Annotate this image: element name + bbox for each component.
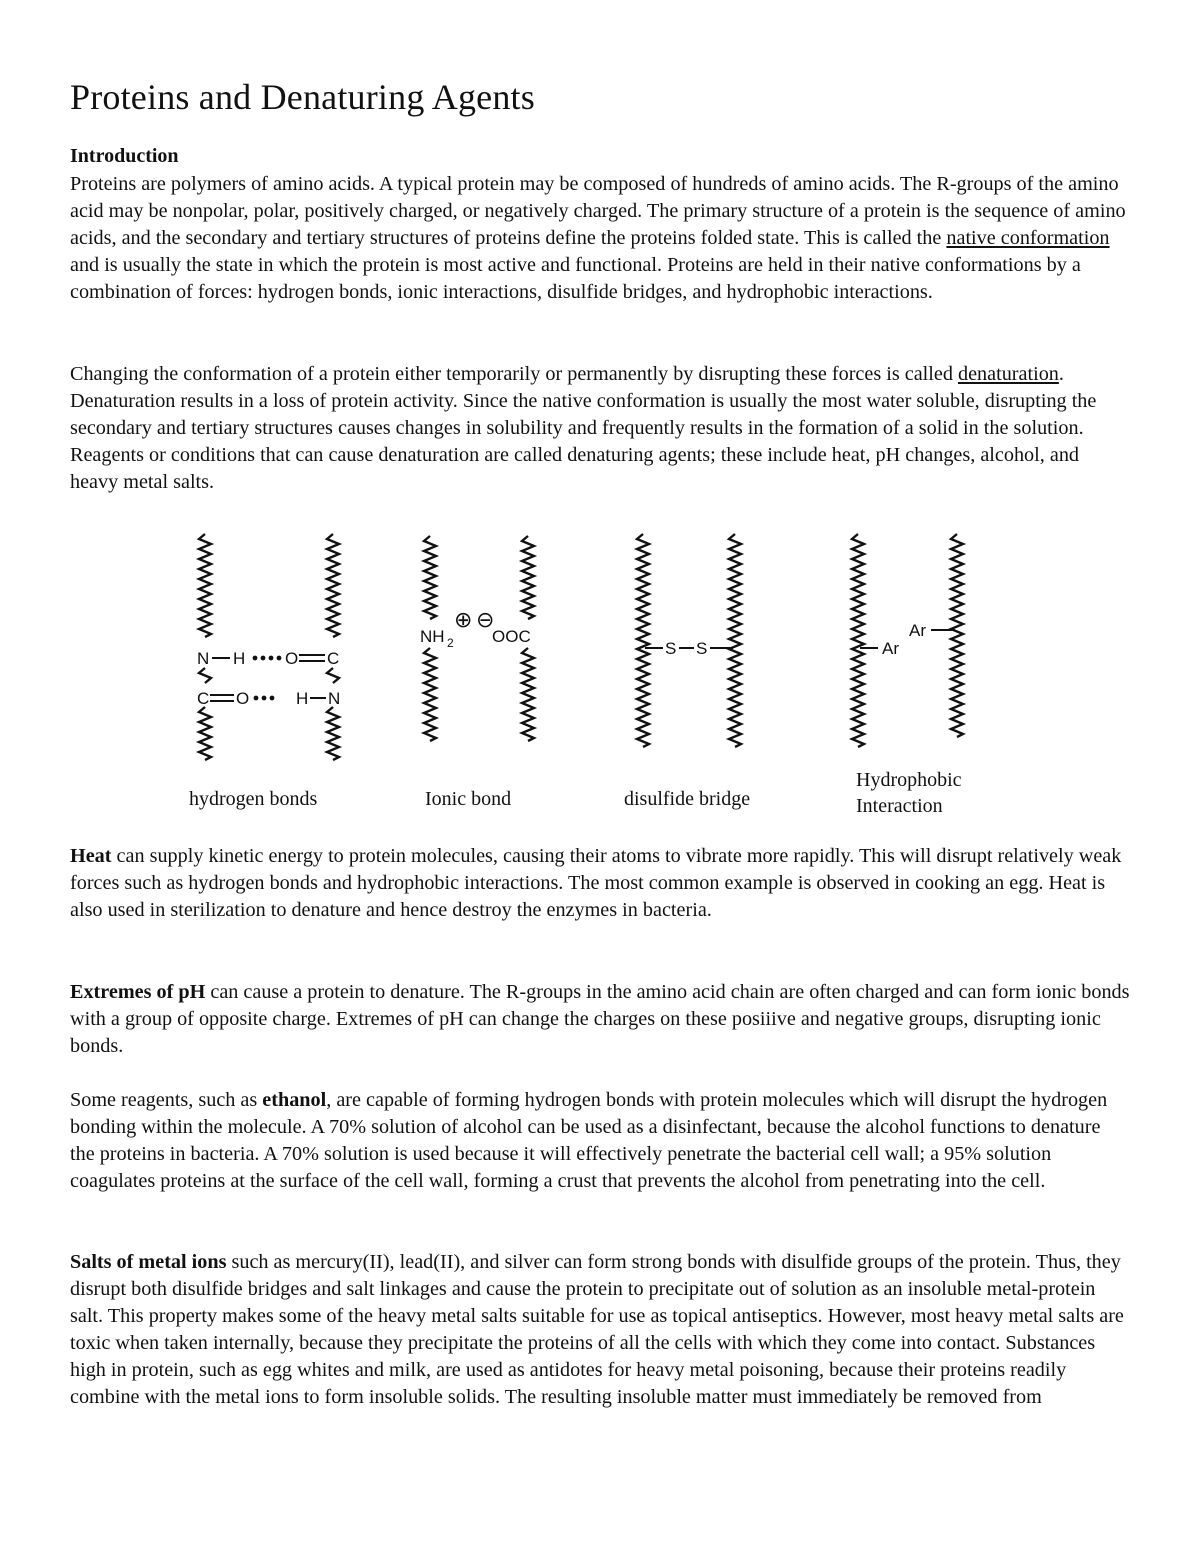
chain-right-lower	[327, 707, 339, 760]
metal-salts-term: Salts of metal ions	[70, 1251, 227, 1273]
disulfide-bridge-diagram	[637, 534, 741, 747]
denaturation-text-1: Changing the conformation of a protein either temporarily or permanently by disrupting these forces is called	[70, 363, 958, 385]
chain-ionic-left-lower	[424, 648, 436, 741]
hbond-dot	[269, 656, 274, 661]
chain-right-upper	[327, 534, 339, 637]
heat-text: can supply kinetic energy to protein molecules, causing their atoms to vibrate more rapidly. This will disrupt relatively weak forces such as hydrogen bonds and hydrophobic interactions. The most common example is observed in cooking an egg. Heat is also used in sterilization to denature and hence destroy the enzymes in bacteria.	[70, 845, 1122, 922]
chain-ionic-right-upper	[522, 536, 534, 619]
heat-term: Heat	[70, 845, 112, 867]
native-conformation-term: native conformation	[946, 227, 1110, 250]
atom-n-left: N	[197, 649, 210, 668]
sulfur-left: S	[665, 639, 677, 658]
hydrophobic-label-line2: Interaction	[856, 795, 943, 817]
bond-types-diagram	[0, 520, 1200, 830]
ammonium-group: NH	[420, 627, 445, 646]
ammonium-subscript: 2	[447, 636, 454, 650]
ethanol-text-1: Some reagents, such as	[70, 1089, 263, 1111]
disulfide-bridge-label: disulfide bridge	[624, 788, 751, 810]
chain-hydrophobic-right	[951, 534, 963, 737]
introduction-heading: Introduction	[70, 145, 179, 167]
metal-salts-paragraph	[70, 1249, 1130, 1412]
intro-text-2: and is usually the state in which the protein is most active and functional. Proteins are held in their native conformations by a combination of forces: hydrogen bonds, ionic interactions, disulfide bridges, and hydrophobic interactions.	[70, 254, 1081, 304]
denaturation-term: denaturation	[957, 363, 1059, 385]
atom-n-right: N	[328, 689, 341, 708]
chain-right-middle	[327, 668, 339, 683]
chain-ionic-left-upper	[424, 536, 436, 619]
hydrophobic-label-line1: Hydrophobic	[856, 769, 962, 791]
hbond-dot	[262, 696, 267, 701]
minus-charge-icon: ⊖	[476, 608, 495, 633]
ph-paragraph	[70, 979, 1130, 1060]
plus-charge-icon: ⊕	[454, 608, 473, 633]
chain-ionic-right-lower	[522, 648, 534, 741]
ph-text: can cause a protein to denature. The R-groups in the amino acid chain are often charged and can form ionic bonds with a group of opposite charge. Extremes of pH can change the charges on these posiiive and negative groups, disrupting ionic bonds.	[70, 981, 1130, 1058]
chain-left-lower	[199, 707, 211, 760]
heat-paragraph	[70, 843, 1130, 924]
hydrogen-bonds-diagram	[197, 534, 340, 760]
hbond-dot	[277, 656, 282, 661]
ionic-bond-diagram	[420, 536, 534, 741]
ph-term: Extremes of pH	[70, 981, 206, 1003]
aryl-group-right: Ar	[909, 621, 926, 640]
atom-h-right: H	[296, 689, 309, 708]
atom-o-left: O	[236, 689, 250, 708]
page-title: Proteins and Denaturing Agents	[70, 77, 535, 117]
bond-types-figure	[0, 520, 1200, 830]
hydrogen-bonds-label: hydrogen bonds	[189, 788, 318, 810]
ethanol-term: ethanol	[262, 1089, 327, 1111]
chain-disulfide-right	[729, 534, 741, 747]
carboxylate-group: OOC	[492, 627, 531, 646]
hbond-dot	[270, 696, 275, 701]
ethanol-text-2: , are capable of forming hydrogen bonds with protein molecules which will disrupt the hydrogen bonding within the molecule. A 70% solution of alcohol can be used as a disinfectant, because the alcohol functions to denature the proteins in bacteria. A 70% solution is used because it will effectively penetrate the bacterial cell wall; a 95% solution coagulates proteins at the surface of the cell wall, forming a crust that prevents the alcohol from penetrating into the cell.	[70, 1089, 1108, 1193]
hydrophobic-interaction-diagram	[852, 534, 963, 747]
atom-o-right: O	[285, 649, 299, 668]
chain-hydrophobic-left	[852, 534, 864, 747]
hbond-dot	[254, 696, 259, 701]
metal-salts-text: such as mercury(II), lead(II), and silver can form strong bonds with disulfide groups of the protein. Thus, they disrupt both disulfide bridges and salt linkages and cause the protein to precipitate out of solution as an insoluble metal-protein salt. This property makes some of the heavy metal salts suitable for use as topical antiseptics. However, most heavy metal salts are toxic when taken internally, because they precipitate the proteins of all the cells with which they come into contact. Substances high in protein, such as egg whites and milk, are used as antidotes for heavy metal poisoning, because their proteins readily combine with the metal ions to form insoluble solids. The resulting insoluble matter must immediately be removed from	[70, 1251, 1124, 1409]
denaturation-paragraph	[70, 361, 1130, 496]
chain-disulfide-left	[637, 534, 649, 747]
atom-c-right: C	[327, 649, 340, 668]
aryl-group-left: Ar	[882, 639, 899, 658]
chain-left-middle	[199, 668, 211, 683]
atom-h-left: H	[233, 649, 246, 668]
hbond-dot	[253, 656, 258, 661]
atom-c-left: C	[197, 689, 210, 708]
chain-left-upper	[199, 534, 211, 637]
sulfur-right: S	[696, 639, 708, 658]
ethanol-paragraph	[70, 1087, 1130, 1195]
ionic-bond-label: Ionic bond	[425, 788, 512, 810]
hbond-dot	[261, 656, 266, 661]
intro-text-1: Proteins are polymers of amino acids. A typical protein may be composed of hundreds of amino acids. The R-groups of the amino acid may be nonpolar, polar, positively charged, or negatively charged. The primary structure of a protein is the sequence of amino acids, and the secondary and tertiary structures of proteins define the proteins folded state. This is called the	[70, 173, 1126, 250]
denaturation-text-2: . Denaturation results in a loss of protein activity. Since the native conformation is usually the most water soluble, disrupting the secondary and tertiary structures causes changes in solubility and frequently results in the formation of a solid in the solution. Reagents or conditions that can cause denaturation are called denaturing agents; these include heat, pH changes, alcohol, and heavy metal salts.	[70, 363, 1097, 494]
intro-paragraph	[70, 171, 1130, 306]
